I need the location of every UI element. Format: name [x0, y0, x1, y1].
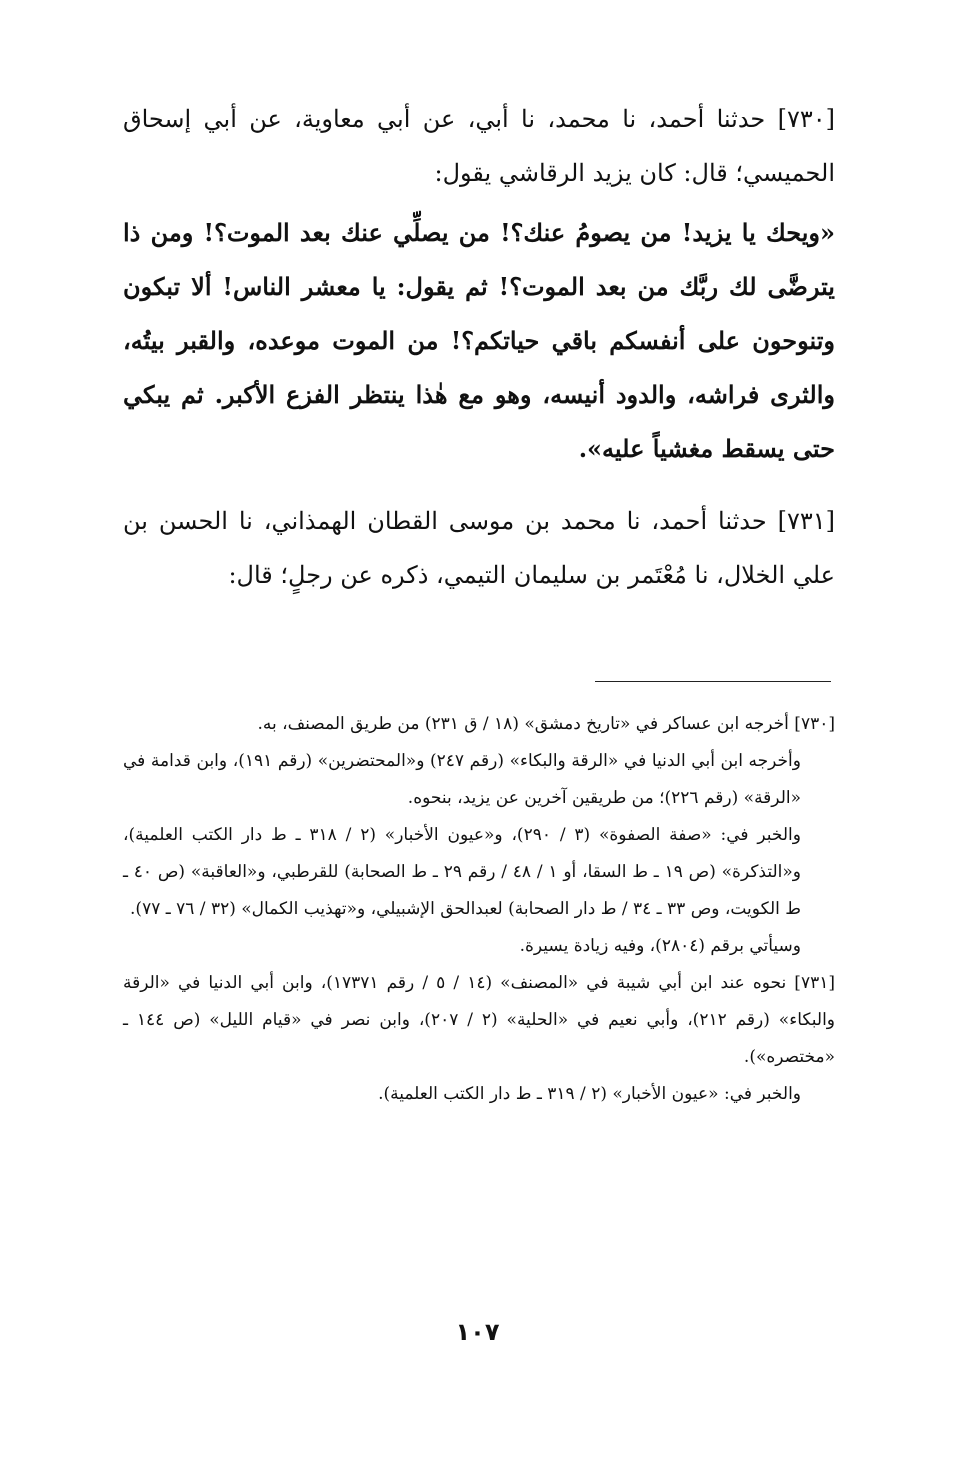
hadith-730-quote-text: «ويحك يا يزيد! من يصومُ عنك؟! من يصلِّي عنك بعد الموت؟! ومن ذا يترضَّى لك ربَّك من بعد الموت؟! ثم يقول: يا معشر الناس! ألا تبكون وتنوحون على أنفسكم باقي حياتكم؟! من الموت موعده، والقبر بيتُه، والثرى فراشه، والدود أنيسه، وهو مع هٰذا ينتظر الفزع الأكبر. ثم يبكي حتى يسقط مغشياً عليه».	[123, 218, 835, 463]
footnote-730-other-sources: وأخرجه ابن أبي الدنيا في «الرقة والبكاء» (رقم ٢٤٧) و«المحتضرين» (رقم ١٩١)، وابن قدامة في «الرقة» (رقم ٢٢٦)؛ من طريقين آخرين عن يزيد، بنحوه.	[123, 751, 801, 808]
hadith-730-isnad-text: حدثنا أحمد، نا محمد، نا أبي، عن أبي معاوية، عن أبي إسحاق الحميسي؛ قال: كان يزيد الرقاشي يقول:	[123, 105, 835, 187]
hadith-731-number: [٧٣١]	[777, 507, 835, 535]
footnote-divider	[595, 681, 831, 682]
footnote-730-cross-ref: وسيأتي برقم (٢٨٠٤)، وفيه زيادة يسيرة.	[519, 936, 801, 956]
hadith-731-isnad-text: حدثنا أحمد، نا محمد بن موسى القطان الهمذاني، نا الحسن بن علي الخلال، نا مُعْتَمر بن سليمان التيمي، ذكره عن رجلٍ؛ قال:	[123, 507, 835, 589]
page-number: ١٠٧	[455, 1318, 500, 1346]
footnotes-section	[123, 706, 835, 1113]
footnote-730-references: والخبر في: «صفة الصفوة» (٣ / ٢٩٠)، و«عيون الأخبار» (٢ / ٣١٨ ـ ط دار الكتب العلمية)، و«التذكرة» (ص ١٩ ـ ط السقا، أو ١ / ٤٨ / رقم ٢٩ ـ ط الصحابة) للقرطبي، و«العاقبة» (ص ٤٠ ـ ط الكويت، وص ٣٣ ـ ٣٤ / ط دار الصحابة) لعبدالحق الإشبيلي، و«تهذيب الكمال» (٣٢ / ٧٦ ـ ٧٧).	[123, 825, 801, 919]
footnote-730-source: [٧٣٠] أخرجه ابن عساكر في «تاريخ دمشق» (١٨ / ق ٢٣١) من طريق المصنف، به.	[257, 714, 835, 734]
hadith-731-isnad	[123, 494, 835, 602]
footnote-731-references: والخبر في: «عيون الأخبار» (٢ / ٣١٩ ـ ط دار الكتب العلمية).	[378, 1084, 801, 1104]
hadith-730-quote	[123, 206, 835, 476]
footnote-731-source: [٧٣١] نحوه عند ابن أبي شيبة في «المصنف» (١٤ / ٥ / رقم ١٧٣٧١)، وابن أبي الدنيا في «الرقة والبكاء» (رقم ٢١٢)، وأبي نعيم في «الحلية» (٢ / ٢٠٧)، وابن نصر في «قيام الليل» (ص ١٤٤ ـ «مختصره»).	[123, 973, 836, 1067]
hadith-730-isnad	[123, 92, 835, 200]
hadith-730-number: [٧٣٠]	[777, 105, 835, 133]
